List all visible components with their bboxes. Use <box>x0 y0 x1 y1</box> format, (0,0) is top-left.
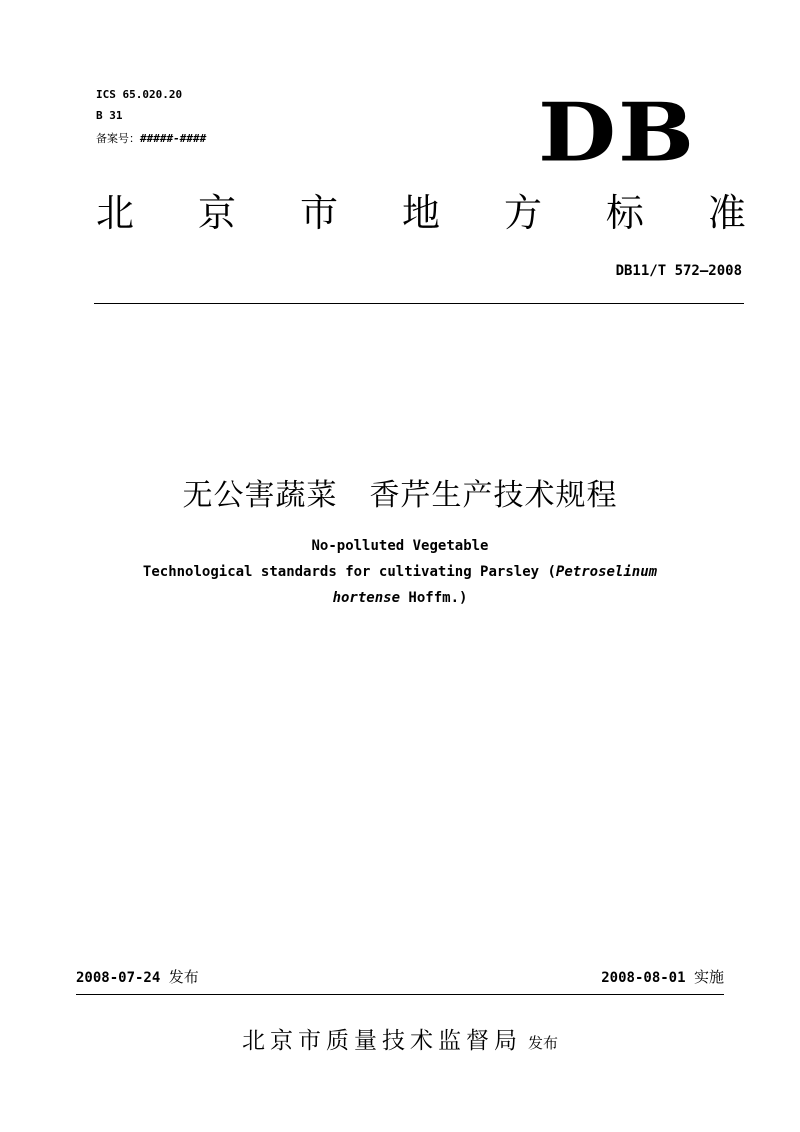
record-value: #####-#### <box>140 132 207 145</box>
issue-date-value: 2008-07-24 <box>76 970 161 986</box>
publisher-line <box>0 1022 800 1055</box>
standard-type-char: 市 <box>299 191 338 235</box>
english-title-authority: Hoffm.) <box>400 590 468 606</box>
footer-divider <box>76 994 724 995</box>
standard-number: DB11/T 572—2008 <box>615 263 742 279</box>
implementation-date-value: 2008-08-01 <box>601 970 686 986</box>
record-label: 备案号： <box>96 132 140 145</box>
issue-label: 发布 <box>168 968 199 986</box>
publish-label: 发布 <box>527 1034 558 1052</box>
chinese-title-part1: 无公害蔬菜 <box>182 478 338 513</box>
publisher-name: 北京市质量技术监督局 <box>241 1028 522 1054</box>
chinese-title-part2: 香芹生产技术规程 <box>369 478 618 513</box>
record-number <box>96 130 206 146</box>
standard-type <box>96 190 746 236</box>
ics-code: ICS 65.020.20 <box>96 88 183 101</box>
standard-type-char: 地 <box>401 191 440 235</box>
english-title-genus: Petroselinum <box>555 564 658 580</box>
standard-type-char: 方 <box>503 191 542 235</box>
issue-date <box>76 966 199 987</box>
english-title-line2-text: Technological standards for cultivating Parsley ( <box>142 564 556 580</box>
standard-type-char: 京 <box>197 191 236 235</box>
english-title-line3 <box>0 587 800 609</box>
chinese-title <box>0 476 800 516</box>
english-title-species: hortense <box>332 590 400 606</box>
implementation-label: 实施 <box>693 968 724 986</box>
standard-type-char: 北 <box>96 191 135 235</box>
english-title-line1: No-polluted Vegetable <box>311 538 489 554</box>
ccs-code: B 31 <box>96 109 123 122</box>
standard-type-char: 标 <box>605 191 644 235</box>
implementation-date <box>601 966 724 987</box>
english-title-line2 <box>0 561 800 583</box>
header-divider <box>94 303 744 304</box>
db-logo: DB <box>538 84 697 181</box>
standard-type-char: 准 <box>707 191 746 235</box>
